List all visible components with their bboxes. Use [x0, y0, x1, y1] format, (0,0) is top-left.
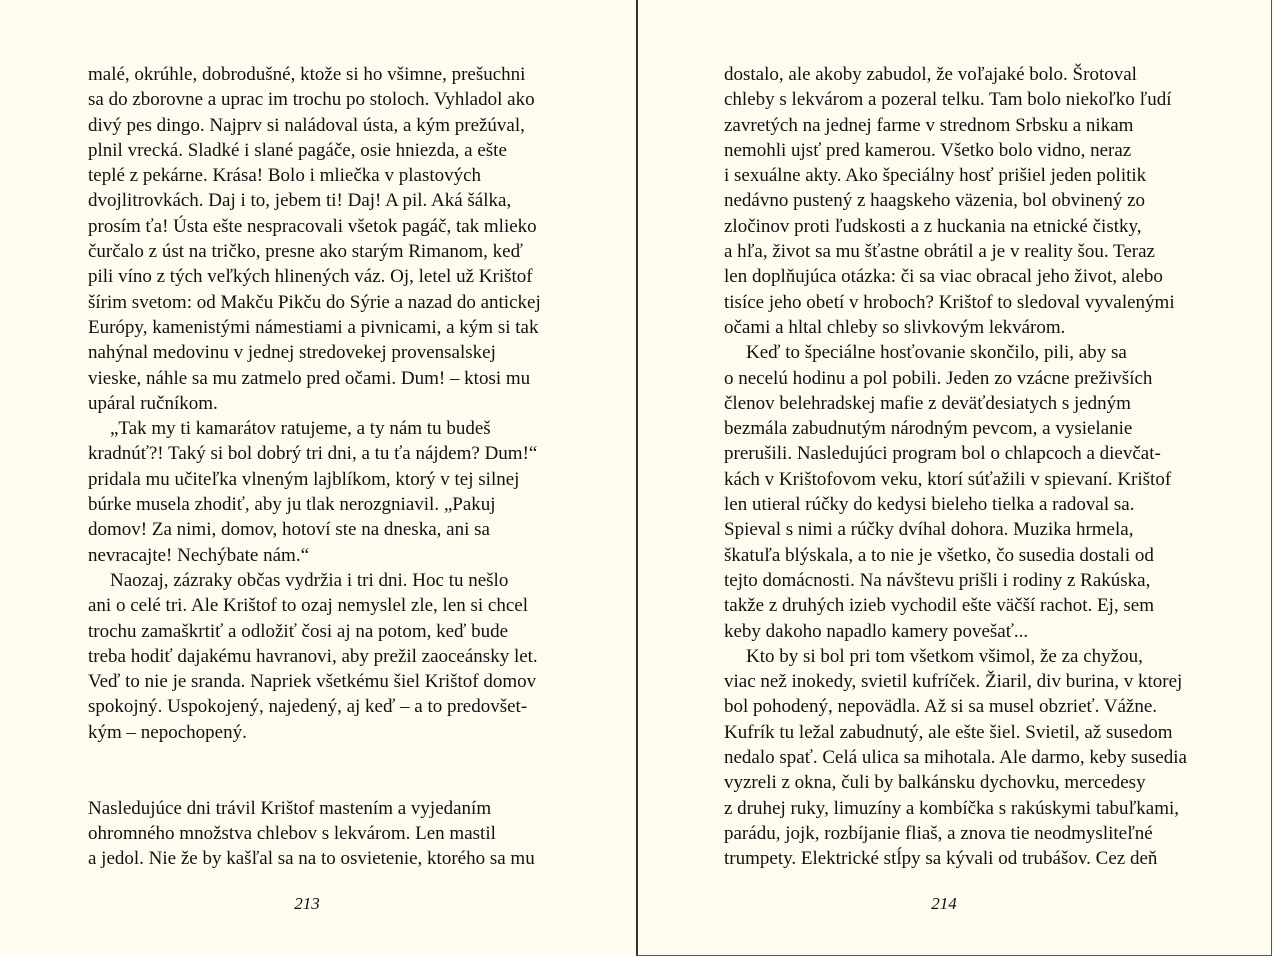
- text-line: Keď to špeciálne hosťovanie skončilo, pili, aby sa: [746, 342, 1127, 364]
- right-page: [636, 0, 1272, 956]
- text-line: šírim svetom: od Makču Pikču do Sýrie a nazad do antickej: [88, 291, 541, 313]
- text-line: členov belehradskej mafie z deväťdesiatych s jedným: [724, 392, 1131, 414]
- text-line: kým – nepochopený.: [88, 721, 247, 743]
- text-line: len doplňujúca otázka: či sa viac obracal jeho život, alebo: [724, 266, 1163, 288]
- text-line: a jedol. Nie že by kašľal sa na to osvietenie, ktorého sa mu: [88, 848, 535, 870]
- text-line: teplé z pekárne. Krása! Bolo i mliečka v plastových: [88, 165, 482, 187]
- text-line: viac než inokedy, svietil kufríček. Žiaril, div burina, v ktorej: [724, 671, 1183, 693]
- text-line: malé, okrúhle, dobrodušné, ktože si ho všimne, prešuchni: [88, 64, 526, 85]
- text-line: vieske, náhle sa mu zatmelo pred očami. Dum! – ktosi mu: [88, 367, 531, 389]
- text-line: nahýnal medovinu v jednej stredovekej provensalskej: [88, 342, 496, 364]
- text-line: nemohli ujsť pred kamerou. Všetko bolo vidno, neraz: [724, 139, 1132, 161]
- text-line: čurčalo z úst na tričko, presne ako starým Rimanom, keď: [88, 241, 523, 263]
- page-number: 213: [294, 894, 320, 913]
- text-line: z druhej ruky, limuzíny a kombíčka s rakúskymi tabuľkami,: [724, 797, 1179, 819]
- text-line: spokojný. Uspokojený, najedený, aj keď – a to predovšet-: [88, 696, 528, 718]
- text-line: očami a hltal chleby so slivkovým lekvárom.: [724, 316, 1066, 338]
- text-line: domov! Za nimi, domov, hotoví ste na dneska, ani sa: [88, 519, 490, 541]
- text-line: len utieral rúčky do kedysi bieleho tielka a radoval sa.: [724, 494, 1135, 516]
- text-line: divý pes dingo. Najprv si naládoval ústa, a kým prežúval,: [88, 114, 525, 136]
- text-line: trumpety. Elektrické stĺpy sa kývali od trubášov. Cez deň: [724, 848, 1158, 870]
- text-line: tisíce jeho obetí v hroboch? Krištof to sledoval vyvalenými: [724, 291, 1175, 313]
- left-page-text: [88, 62, 541, 872]
- text-line: kách v Krištofovom veku, ktorí súťažili v spievaní. Krištof: [724, 468, 1172, 490]
- text-line: a hľa, život sa mu šťastne obrátil a je v reality šou. Teraz: [724, 241, 1155, 263]
- text-line: plnil vrecká. Sladké i slané pagáče, osie hniezda, a ešte: [88, 139, 507, 161]
- text-line: tejto domácnosti. Na návštevu prišli i rodiny z Rakúska,: [724, 569, 1151, 591]
- page-number: 214: [931, 894, 957, 913]
- text-line: i sexuálne akty. Ako špeciálny hosť prišiel jeden politik: [724, 165, 1147, 187]
- text-line: sa do zborovne a uprac im trochu po stoloch. Vyhladol ako: [88, 89, 535, 111]
- section-break: [88, 745, 541, 796]
- text-line: treba hodiť dajakému havranovi, aby prežil zaoceánsky let.: [88, 645, 538, 667]
- text-line: takže z druhých izieb vychodil ešte väčší rachot. Ej, sem: [724, 595, 1154, 617]
- text-line: nedávno pustený z haagskeho väzenia, bol obvinený zo: [724, 190, 1146, 212]
- text-line: bol pohodený, nepovädla. Až si sa musel obzrieť. Vážne.: [724, 696, 1158, 718]
- text-line: pridala mu učiteľka vlneným lajblíkom, ktorý v tej silnej: [88, 468, 520, 490]
- text-line: Spieval s nimi a rúčky dvíhal dohora. Muzika hrmela,: [724, 519, 1134, 541]
- left-page: [0, 0, 636, 956]
- text-line: Kto by si bol pri tom všetkom všimol, že za chyžou,: [746, 645, 1143, 667]
- right-page-text: [724, 62, 1187, 872]
- text-line: kradnúť?! Taký si bol dobrý tri dni, a tu ťa nájdem? Dum!“: [88, 443, 538, 465]
- text-line: Kufrík tu ležal zabudnutý, ale ešte šiel. Svietil, až susedom: [724, 721, 1173, 743]
- text-line: keby dakoho napadlo kamery povešať...: [724, 620, 1029, 642]
- text-line: ohromného množstva chlebov s lekvárom. Len mastil: [88, 822, 496, 844]
- text-line: bezmála zabudnutým národným pevcom, a vysielanie: [724, 418, 1133, 440]
- text-line: zavretých na jednej farme v strednom Srbsku a nikam: [724, 114, 1134, 136]
- text-line: „Tak my ti kamarátov ratujeme, a ty nám tu budeš: [110, 418, 491, 440]
- text-line: nedalo spať. Celá ulica sa mihotala. Ale darmo, keby susedia: [724, 747, 1187, 769]
- text-line: pili víno z tých veľkých hlinených váz. Oj, letel už Krištof: [88, 266, 533, 288]
- text-line: Európy, kamenistými námestiami a pivnicami, a kým si tak: [88, 316, 539, 338]
- text-line: prerušili. Nasledujúci program bol o chlapcoch a dievčat-: [724, 443, 1161, 465]
- text-line: ani o celé tri. Ale Krištof to ozaj nemyslel zle, len si chcel: [88, 595, 529, 617]
- text-line: škatuľa blýskala, a to nie je všetko, čo susedia dostali od: [724, 544, 1154, 566]
- page-edge: [1271, 0, 1272, 956]
- text-line: nevracajte! Nechýbate nám.“: [88, 544, 310, 566]
- text-line: dostalo, ale akoby zabudol, že voľajaké bolo. Šrotoval: [724, 64, 1137, 85]
- text-line: zločinov proti ľudskosti a z huckania na etnické čistky,: [724, 215, 1142, 237]
- text-line: vyzreli z okna, čuli by balkánsku dychovku, mercedesy: [724, 772, 1146, 794]
- text-line: búrke musela zhodiť, aby ju tlak nerozgniavil. „Pakuj: [88, 494, 496, 516]
- text-line: chleby s lekvárom a pozeral telku. Tam bolo niekoľko ľudí: [724, 89, 1172, 111]
- text-line: parádu, jojk, rozbíjanie fliaš, a znova tie neodmysliteľné: [724, 822, 1153, 844]
- text-line: dvojlitrovkách. Daj i to, jebem ti! Daj! A pil. Aká šálka,: [88, 190, 512, 212]
- text-line: prosím ťa! Ústa ešte nespracovali všetok pagáč, tak mlieko: [88, 215, 537, 237]
- text-line: Nasledujúce dni trávil Krištof mastením a vyjedaním: [88, 797, 492, 819]
- text-line: upáral ručníkom.: [88, 392, 218, 414]
- text-line: Naozaj, zázraky občas vydržia i tri dni. Hoc tu nešlo: [110, 569, 509, 591]
- text-line: o necelú hodinu a pol pobili. Jeden zo vzácne preživších: [724, 367, 1153, 389]
- text-line: trochu zamaškrtiť a odložiť čosi aj na potom, keď bude: [88, 620, 509, 642]
- text-line: Veď to nie je sranda. Napriek všetkému šiel Krištof domov: [88, 671, 537, 693]
